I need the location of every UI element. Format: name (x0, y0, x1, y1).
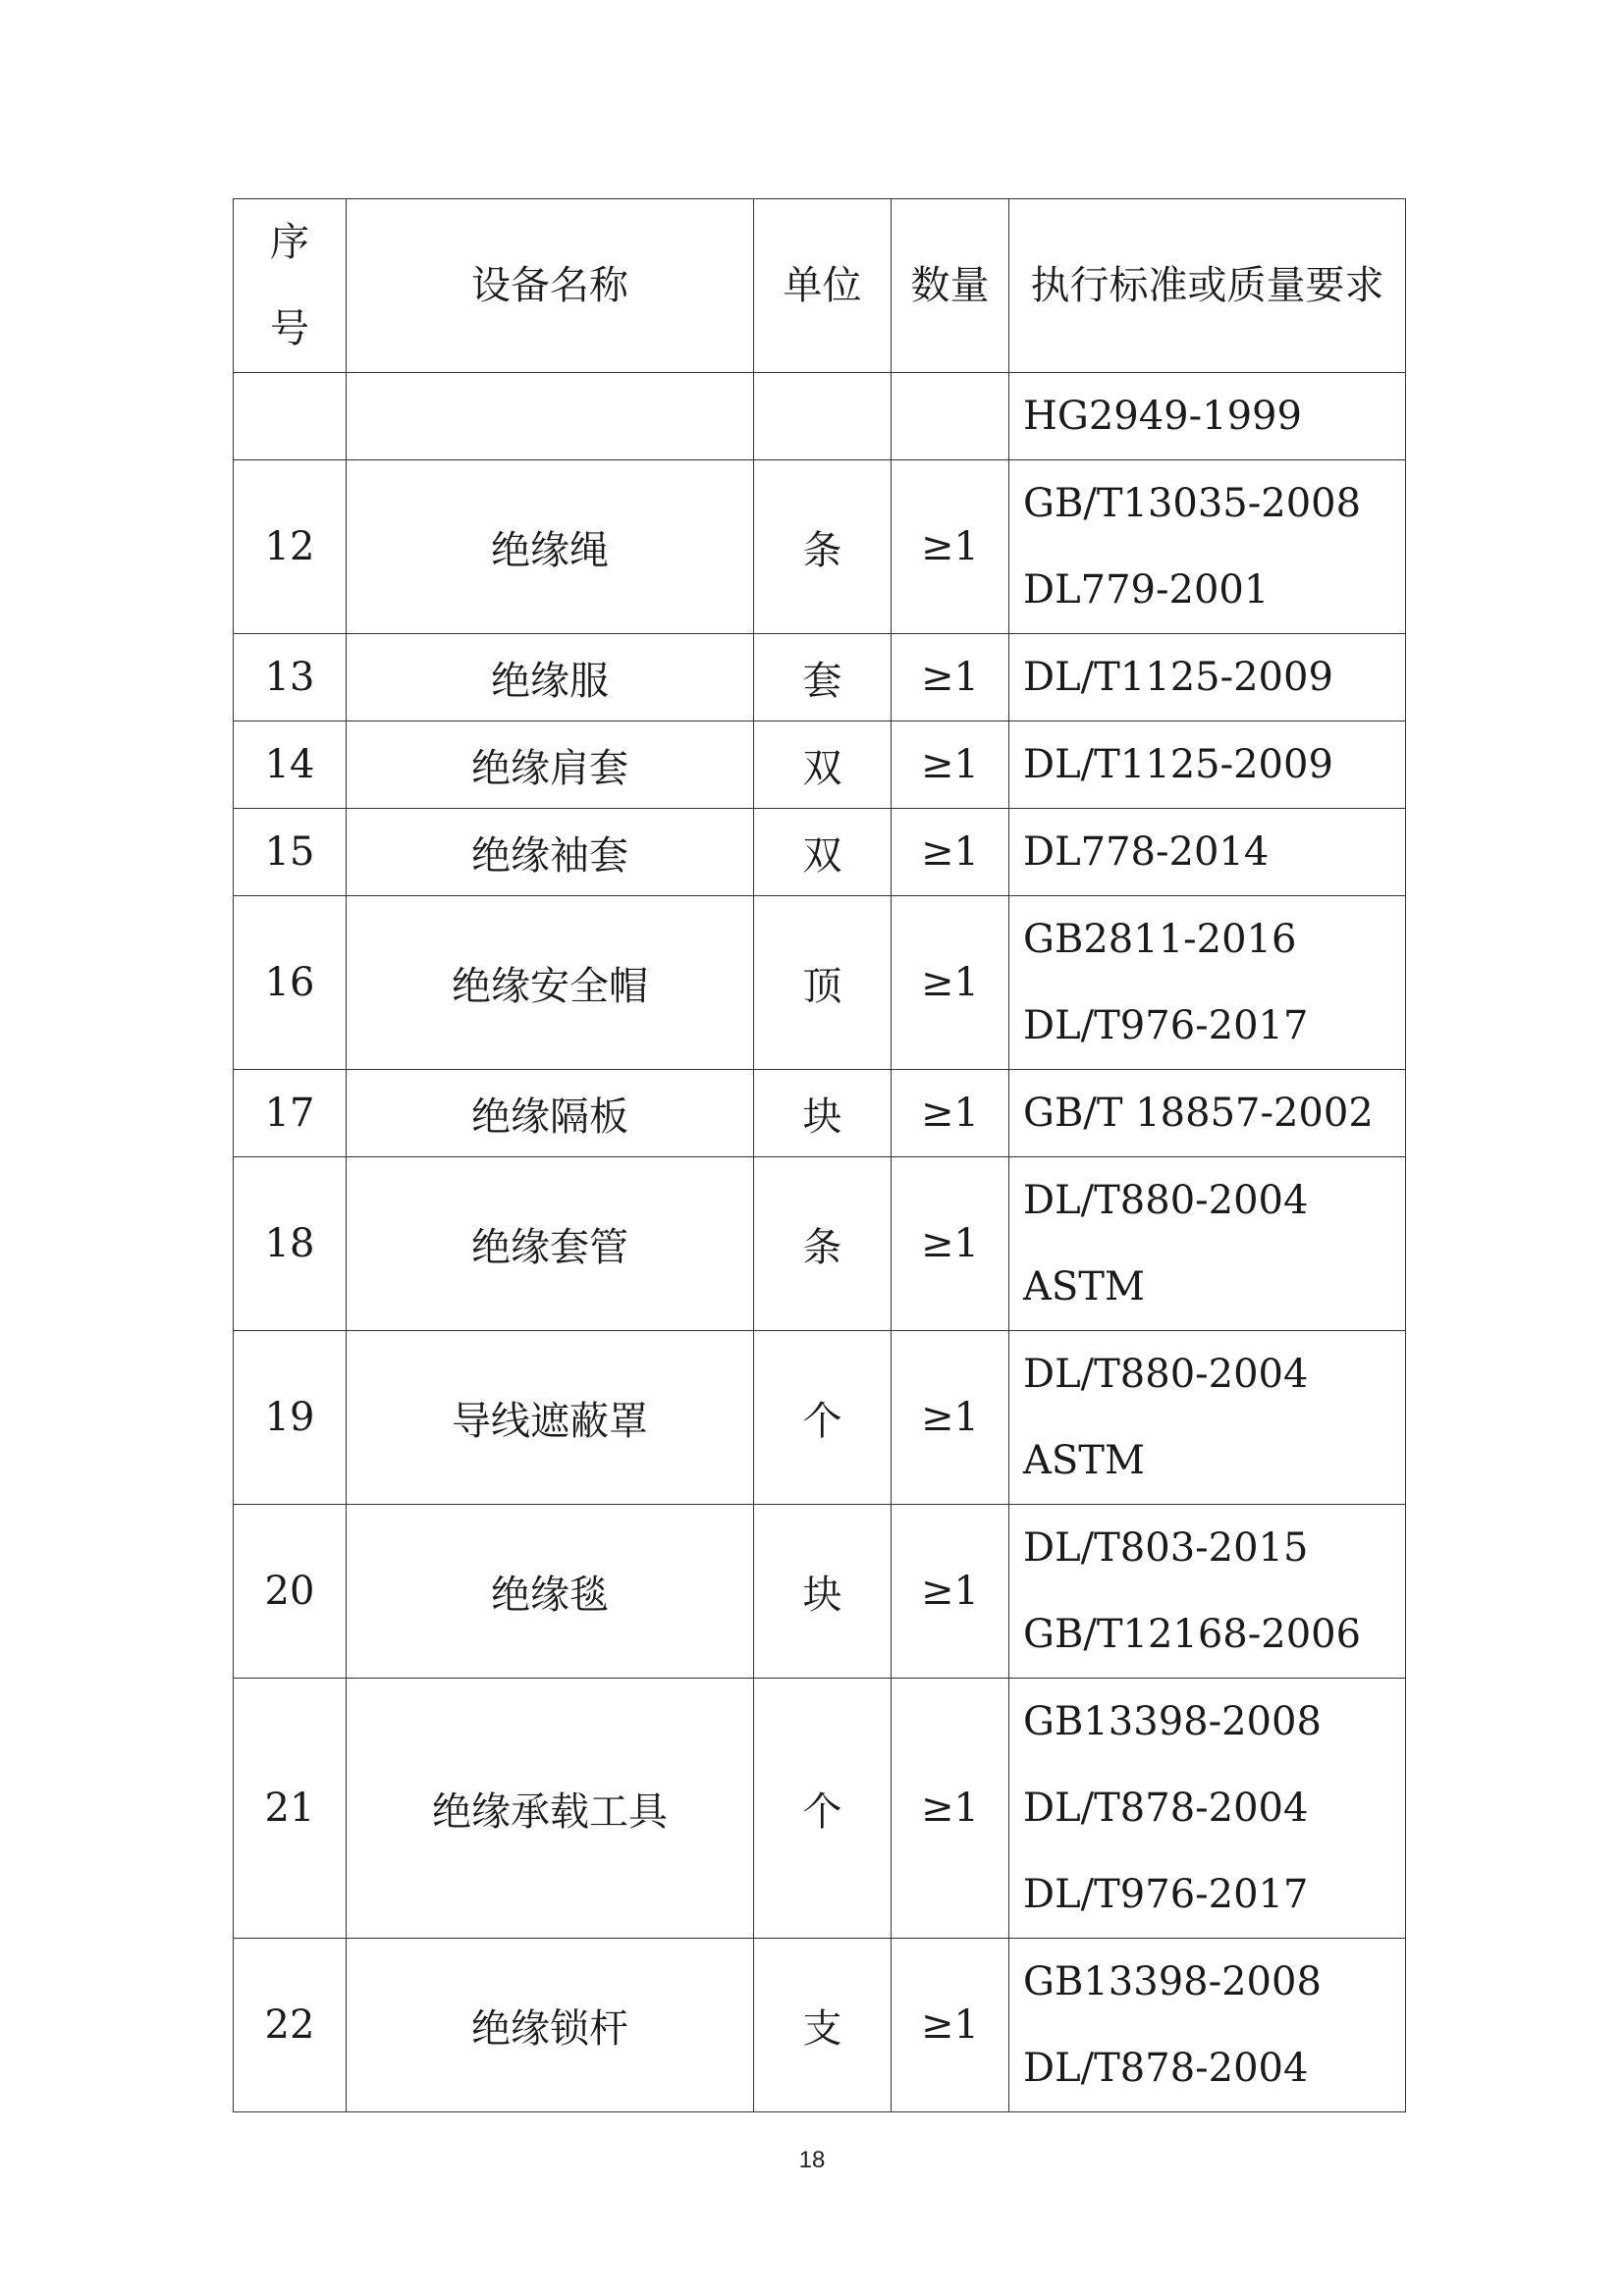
header-unit-label: 单位 (783, 263, 862, 308)
standard-code: DL/T878-2004 (1023, 1786, 1309, 1831)
cell-standards (1009, 896, 1406, 1070)
standard-code: DL/T976-2017 (1023, 1872, 1309, 1917)
standard-code: DL778-2014 (1023, 829, 1270, 875)
cell-standards (1009, 721, 1406, 809)
cell-seq: 13 (234, 634, 347, 721)
cell-unit: 条 (754, 460, 892, 634)
cell-seq: 22 (234, 1939, 347, 2112)
cell-seq (234, 373, 347, 460)
standard-code: ASTM (1023, 1438, 1145, 1483)
cell-equipment-name: 导线遮蔽罩 (347, 1331, 754, 1505)
cell-unit: 个 (754, 1331, 892, 1505)
page-number: 18 (798, 2147, 826, 2173)
cell-equipment-name (347, 373, 754, 460)
cell-standards (1009, 634, 1406, 721)
standard-code: GB13398-2008 (1023, 1959, 1322, 2004)
cell-quantity: ≥1 (892, 1505, 1009, 1679)
standard-code: DL/T1125-2009 (1023, 655, 1333, 700)
cell-standards (1009, 1331, 1406, 1505)
cell-quantity: ≥1 (892, 809, 1009, 896)
cell-equipment-name: 绝缘套管 (347, 1157, 754, 1331)
cell-standards (1009, 460, 1406, 634)
standard-code: DL/T878-2004 (1023, 2046, 1309, 2091)
cell-equipment-name: 绝缘毯 (347, 1505, 754, 1679)
table-row (234, 1939, 1406, 2112)
cell-standards (1009, 1939, 1406, 2112)
cell-seq: 18 (234, 1157, 347, 1331)
cell-standards (1009, 1505, 1406, 1679)
cell-seq: 21 (234, 1679, 347, 1939)
cell-quantity: ≥1 (892, 1331, 1009, 1505)
cell-seq: 15 (234, 809, 347, 896)
cell-equipment-name: 绝缘肩套 (347, 721, 754, 809)
header-unit (754, 199, 892, 373)
cell-unit: 条 (754, 1157, 892, 1331)
header-seq (234, 199, 347, 373)
cell-equipment-name: 绝缘袖套 (347, 809, 754, 896)
cell-quantity: ≥1 (892, 721, 1009, 809)
cell-equipment-name: 绝缘服 (347, 634, 754, 721)
cell-equipment-name: 绝缘安全帽 (347, 896, 754, 1070)
table-row (234, 1070, 1406, 1157)
cell-equipment-name: 绝缘绳 (347, 460, 754, 634)
cell-unit (754, 373, 892, 460)
cell-quantity: ≥1 (892, 460, 1009, 634)
standard-code: DL779-2001 (1023, 567, 1270, 613)
cell-standards (1009, 1070, 1406, 1157)
cell-unit: 块 (754, 1070, 892, 1157)
standard-code: HG2949-1999 (1023, 394, 1302, 439)
cell-quantity: ≥1 (892, 1939, 1009, 2112)
standard-code: DL/T803-2015 (1023, 1525, 1309, 1571)
standard-code: DL/T976-2017 (1023, 1003, 1309, 1048)
table-row (234, 460, 1406, 634)
table-row (234, 1505, 1406, 1679)
standard-code: GB13398-2008 (1023, 1699, 1322, 1744)
cell-quantity: ≥1 (892, 634, 1009, 721)
table-row (234, 1679, 1406, 1939)
header-standard-label: 执行标准或质量要求 (1030, 263, 1384, 308)
header-seq-label: 序号 (270, 220, 309, 351)
cell-seq: 14 (234, 721, 347, 809)
header-standard (1009, 199, 1406, 373)
standard-code: GB/T12168-2006 (1023, 1612, 1362, 1657)
cell-unit: 个 (754, 1679, 892, 1939)
cell-equipment-name: 绝缘隔板 (347, 1070, 754, 1157)
cell-seq: 19 (234, 1331, 347, 1505)
standard-code: ASTM (1023, 1264, 1145, 1309)
header-qty-label: 数量 (910, 263, 990, 308)
table-row (234, 896, 1406, 1070)
standard-code: GB2811-2016 (1023, 917, 1297, 962)
standard-code: GB/T 18857-2002 (1023, 1091, 1374, 1136)
table-row (234, 809, 1406, 896)
cell-standards (1009, 373, 1406, 460)
cell-standards (1009, 809, 1406, 896)
cell-quantity: ≥1 (892, 896, 1009, 1070)
table-row (234, 634, 1406, 721)
cell-quantity: ≥1 (892, 1679, 1009, 1939)
cell-standards (1009, 1679, 1406, 1939)
cell-unit: 支 (754, 1939, 892, 2112)
cell-equipment-name: 绝缘锁杆 (347, 1939, 754, 2112)
cell-seq: 20 (234, 1505, 347, 1679)
cell-unit: 双 (754, 809, 892, 896)
equipment-table (233, 198, 1406, 2112)
cell-unit: 套 (754, 634, 892, 721)
header-name-label: 设备名称 (471, 263, 628, 308)
cell-quantity: ≥1 (892, 1157, 1009, 1331)
standard-code: DL/T1125-2009 (1023, 742, 1333, 787)
cell-seq: 16 (234, 896, 347, 1070)
table-row (234, 373, 1406, 460)
header-row (234, 199, 1406, 373)
cell-standards (1009, 1157, 1406, 1331)
cell-seq: 12 (234, 460, 347, 634)
cell-equipment-name: 绝缘承载工具 (347, 1679, 754, 1939)
standard-code: DL/T880-2004 (1023, 1352, 1309, 1397)
cell-seq: 17 (234, 1070, 347, 1157)
cell-quantity: ≥1 (892, 1070, 1009, 1157)
standard-code: GB/T13035-2008 (1023, 481, 1362, 526)
cell-unit: 块 (754, 1505, 892, 1679)
table-row (234, 1157, 1406, 1331)
cell-unit: 顶 (754, 896, 892, 1070)
table-body (234, 373, 1406, 2112)
table-row (234, 721, 1406, 809)
table-row (234, 1331, 1406, 1505)
standard-code: DL/T880-2004 (1023, 1178, 1309, 1223)
header-name (347, 199, 754, 373)
header-qty (892, 199, 1009, 373)
cell-unit: 双 (754, 721, 892, 809)
cell-quantity (892, 373, 1009, 460)
